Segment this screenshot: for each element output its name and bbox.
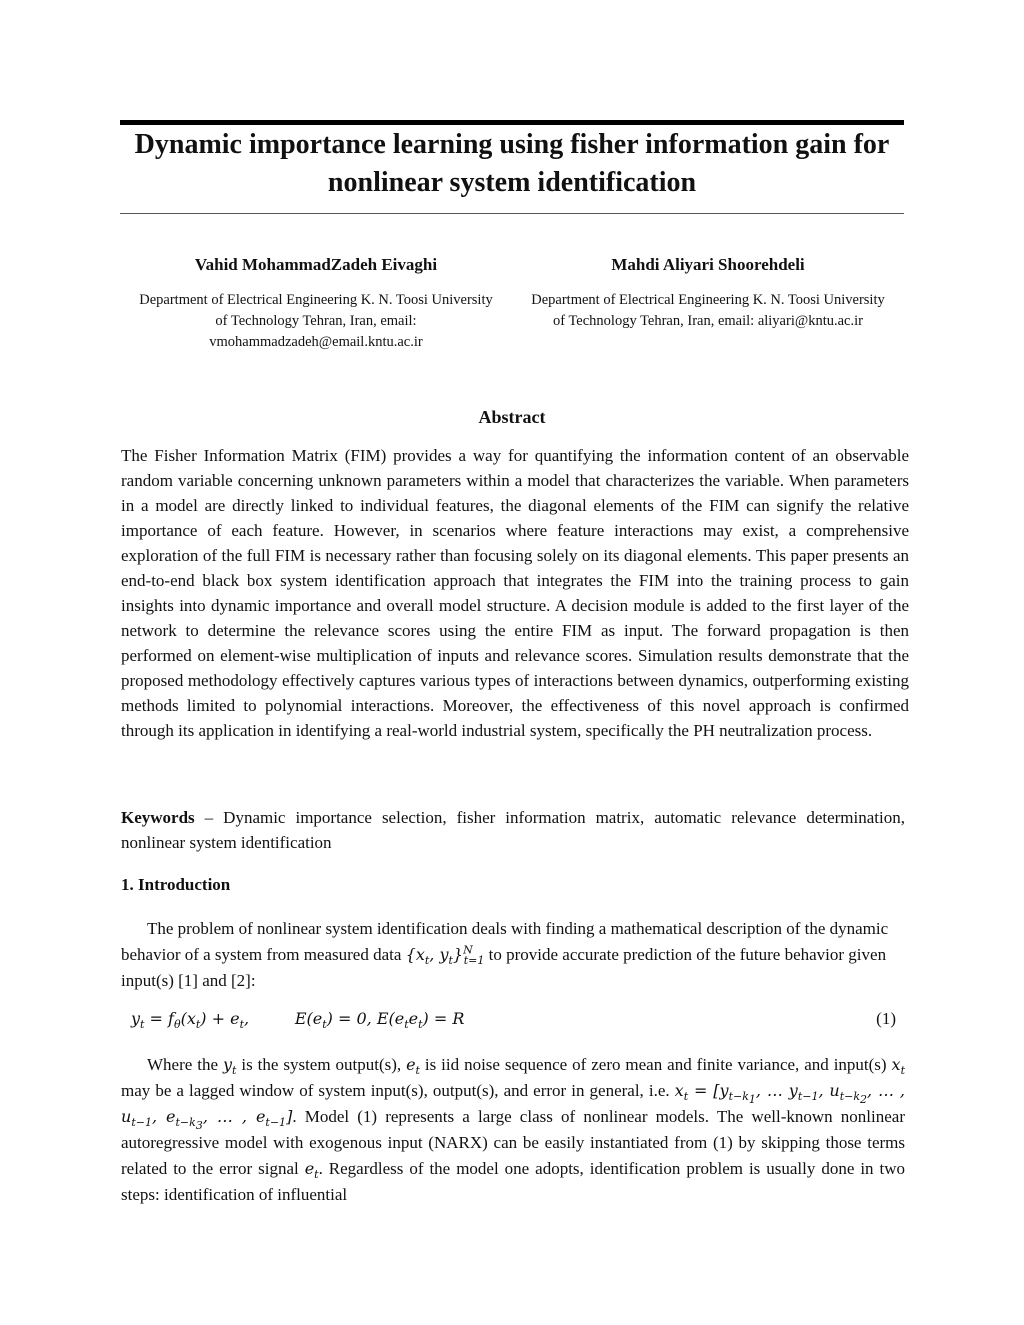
title-bottom-rule (120, 213, 904, 214)
math-dataset: {$x_t$, $y_t\}^N_{t=1}$ (405, 943, 485, 968)
author-name: Mahdi Aliyari Shoorehdeli (611, 255, 805, 274)
author-affiliation: Department of Electrical Engineering K. N. Toosi University of Technology Tehran, Iran, email: aliyari@kntu.ac.ir (531, 292, 885, 329)
intro-paragraph-1: The problem of nonlinear system identification deals with finding a mathematical description of the dynamic behavior of a system from measured data {$x_t$, $y_t\}^N_{t=1}$ to provide accurate prediction of the future behavior given input(s) [1] and [2]: (121, 919, 889, 990)
math-lagged-window: $x_t = [y_{t-k_1}$, … $y_{t-1}$, $u_{t-k_2}$, … , $u_{t-1}$, $e_{t-k_3}$, … , $e_{t-1}$] (121, 1081, 905, 1133)
paper-title: Dynamic importance learning using fisher information gain for nonlinear system identification (134, 129, 890, 198)
keywords-label: Keywords (121, 808, 195, 827)
intro-paragraph-2: Where the $y_t$ is the system output(s), $e_t$ is iid noise sequence of zero mean and finite variance, and input(s) $x_t$ may be a lagged window of system input(s), output(s), and error in general, i.e. $x_t = [y_{t-k_1}$, … $y_{t-1}$, $u_{t-k_2}$, … , $u_{t-1}$, $e_{t-k_3}$, … , $e_{t-1}$]. Model (1) represents a large class of nonlinear models. The well-known nonlinear autoregressive model with exogenous input (NARX) can be easily instantiated from (1) by skipping those terms related to the error signal $e_t$. Regardless of the model one adopts, identification problem is usually done in two steps: identification of influential (121, 1055, 906, 1204)
section-heading-introduction: 1. Introduction (121, 875, 231, 894)
author-affiliation: Department of Electrical Engineering K. N. Toosi University of Technology Tehran, Iran, email: vmohammadzadeh@email.kntu.ac.ir (139, 292, 493, 350)
author-block-2 (527, 254, 889, 332)
keywords (121, 805, 905, 855)
equation-1 (121, 1005, 896, 1033)
abstract-text: The Fisher Information Matrix (FIM) provides a way for quantifying the information content of an observable random variable concerning unknown parameters within a model that characterizes the variable. When parameters in a model are directly linked to individual features, the diagonal elements of the FIM can signify the relative importance of each feature. However, in scenarios where feature interactions may exist, a comprehensive exploration of the full FIM is necessary rather than focusing solely on its diagonal elements. This paper presents an end-to-end black box system identification approach that integrates the FIM into the training process to gain insights into dynamic importance and overall model structure. A decision module is added to the first layer of the network to determine the relevance scores using the entire FIM as input. The forward propagation is then performed on element-wise multiplication of inputs and relevance scores. Simulation results demonstrate that the proposed methodology effectively captures various types of interactions between dynamics, outperforming existing methods limited to polynomial interactions. Moreover, the effectiveness of this novel approach is confirmed through its application in identifying a real-world industrial system, specifically the PH neutralization process. (121, 446, 909, 740)
abstract-heading: Abstract (478, 407, 546, 427)
keywords-text: – Dynamic importance selection, fisher information matrix, automatic relevance determination, nonlinear system identification (121, 808, 905, 852)
author-block-1 (135, 254, 497, 353)
equation-formula: $y_t = f_\theta(x_t) + e_t$, $E(e_t) = 0$, $E(e_te_t) = R$ (131, 1009, 465, 1032)
author-name: Vahid MohammadZadeh Eivaghi (194, 255, 438, 274)
equation-number: (1) (876, 1009, 896, 1028)
title-top-rule (120, 120, 904, 125)
